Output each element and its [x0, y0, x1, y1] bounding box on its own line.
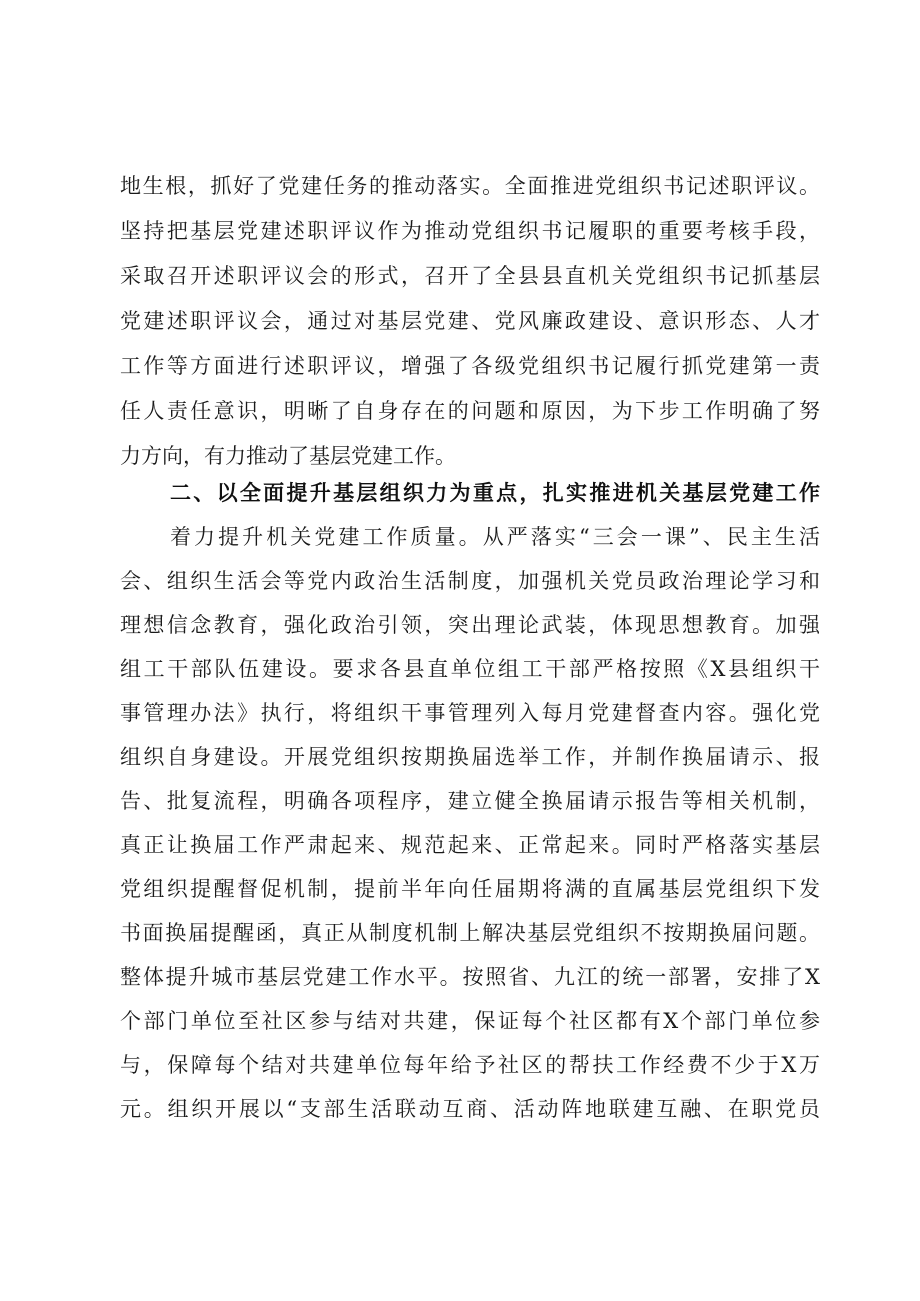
- text-line: 组织自身建设。开展党组织按期换届选举工作，并制作换届请示、报: [120, 745, 820, 769]
- text-line: 力方向，有力推动了基层党建工作。: [120, 444, 456, 468]
- text-line: 真正让换届工作严肃起来、规范起来、正常起来。同时严格落实基层: [120, 833, 820, 857]
- text-line: 地生根，抓好了党建任务的推动落实。全面推进党组织书记述职评议。: [120, 174, 820, 198]
- text-line: 理想信念教育，强化政治引领，突出理论武装，体现思想教育。加强: [120, 613, 820, 637]
- text-line: 工作等方面进行述职评议，增强了各级党组织书记履行抓党建第一责: [120, 354, 820, 378]
- section-heading: 二、以全面提升基层组织力为重点，扎实推进机关基层党建工作: [170, 481, 820, 505]
- text-line: 事管理办法》执行，将组织干事管理列入每月党建督查内容。强化党: [120, 701, 820, 725]
- text-line: 着力提升机关党建工作质量。从严落实“三会一课”、民主生活: [170, 525, 820, 549]
- text-line: 会、组织生活会等党内政治生活制度，加强机关党员政治理论学习和: [120, 569, 820, 593]
- text-line: 任人责任意识，明晰了自身存在的问题和原因，为下步工作明确了努: [120, 399, 820, 423]
- text-line: 书面换届提醒函，真正从制度机制上解决基层党组织不按期换届问题。: [120, 921, 820, 945]
- text-line: 坚持把基层党建述职评议作为推动党组织书记履职的重要考核手段，: [120, 219, 820, 243]
- text-line: 整体提升城市基层党建工作水平。按照省、九江的统一部署，安排了X: [120, 965, 820, 989]
- text-line: 与，保障每个结对共建单位每年给予社区的帮扶工作经费不少于X万: [120, 1053, 820, 1077]
- text-line: 采取召开述职评议会的形式，召开了全县县直机关党组织书记抓基层: [120, 264, 820, 288]
- text-line: 组工干部队伍建设。要求各县直单位组工干部严格按照《X县组织干: [120, 657, 820, 681]
- text-line: 元。组织开展以“支部生活联动互商、活动阵地联建互融、在职党员: [120, 1097, 820, 1121]
- text-line: 个部门单位至社区参与结对共建，保证每个社区都有X个部门单位参: [120, 1009, 820, 1033]
- text-line: 告、批复流程，明确各项程序，建立健全换届请示报告等相关机制，: [120, 789, 820, 813]
- text-line: 党组织提醒督促机制，提前半年向任届期将满的直属基层党组织下发: [120, 877, 820, 901]
- text-line: 党建述职评议会，通过对基层党建、党风廉政建设、意识形态、人才: [120, 309, 820, 333]
